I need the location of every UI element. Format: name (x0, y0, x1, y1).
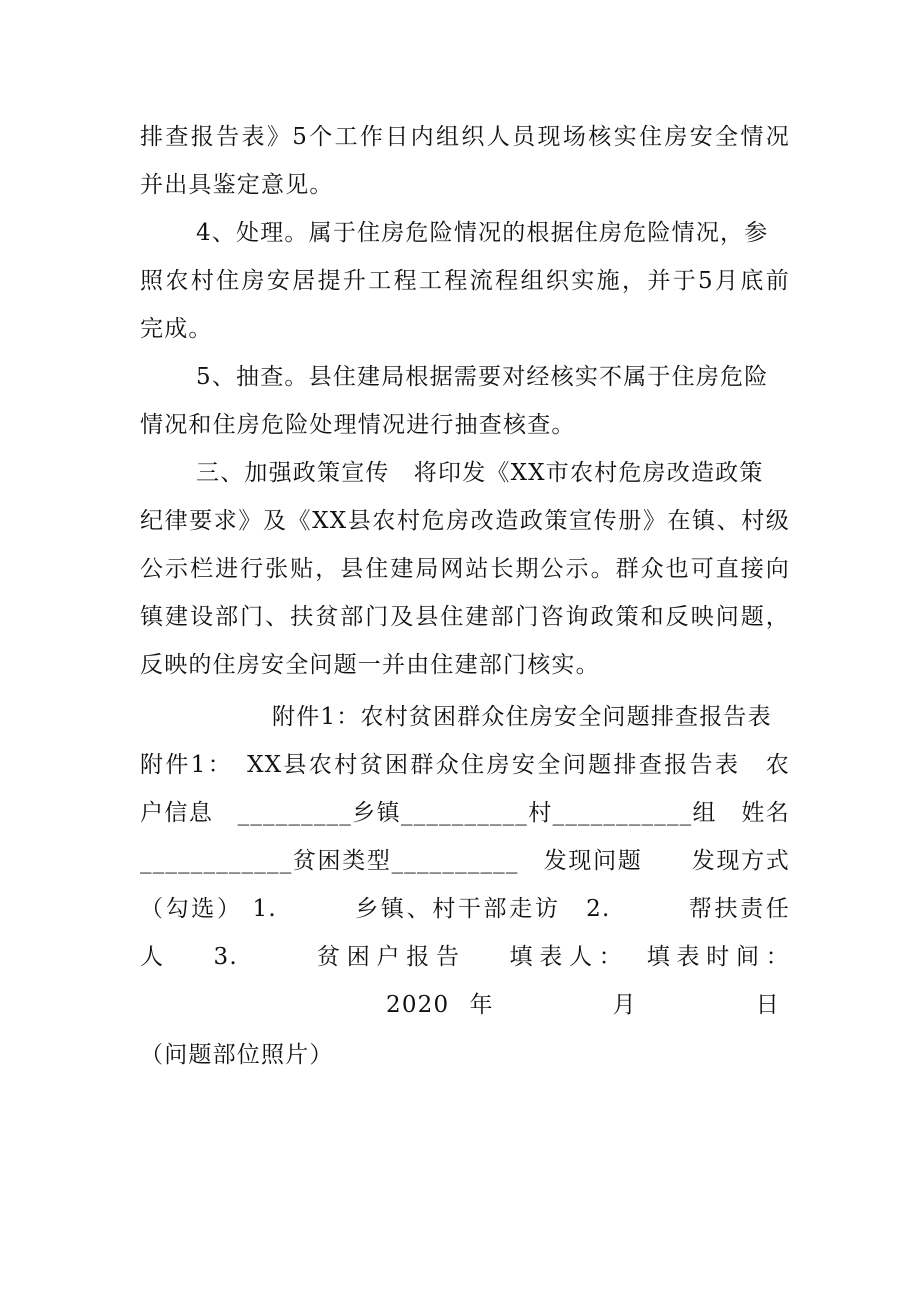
form-line: （勾选） 1. 乡镇、村干部走访 2. 帮扶责任 (140, 896, 790, 922)
form-line: 人 3. 贫困户报告 填表人： 填表时间： (140, 944, 790, 970)
attachment-heading: 附件1：农村贫困群众住房安全问题排查报告表 (272, 704, 772, 730)
body-text-line: 完成。 (140, 316, 213, 342)
photo-caption: （问题部位照片） (140, 1042, 334, 1068)
body-text-line: 镇建设部门、扶贫部门及县住建部门咨询政策和反映问题， (140, 604, 790, 630)
form-line: 户信息 _________乡镇__________村___________组 姓名 (140, 800, 790, 826)
form-line: ____________贫困类型__________ 发现问题 发现方式 (140, 848, 790, 874)
body-text-line: 照农村住房安居提升工程工程流程组织实施，并于5月底前 (140, 268, 790, 294)
body-text-line: 反映的住房安全问题一并由住建部门核实。 (140, 652, 600, 678)
body-text-line: 4、处理。属于住房危险情况的根据住房危险情况，参 (196, 220, 769, 246)
body-text-line: 情况和住房危险处理情况进行抽查核查。 (140, 412, 576, 438)
body-text-line: 三、加强政策宣传 将印发《XX市农村危房改造政策 (196, 460, 764, 486)
body-text-line: 排查报告表》5个工作日内组织人员现场核实住房安全情况 (140, 124, 790, 150)
form-date-line: 2020 年 月 日 (386, 992, 780, 1018)
body-text-line: 5、抽查。县住建局根据需要对经核实不属于住房危险 (196, 364, 769, 390)
body-text-line: 公示栏进行张贴，县住建局网站长期公示。群众也可直接向 (140, 556, 790, 582)
body-text-line: 纪律要求》及《XX县农村危房改造政策宣传册》在镇、村级 (140, 508, 790, 534)
body-text-line: 并出具鉴定意见。 (140, 172, 334, 198)
form-line: 附件1： XX县农村贫困群众住房安全问题排查报告表 农 (140, 752, 790, 778)
